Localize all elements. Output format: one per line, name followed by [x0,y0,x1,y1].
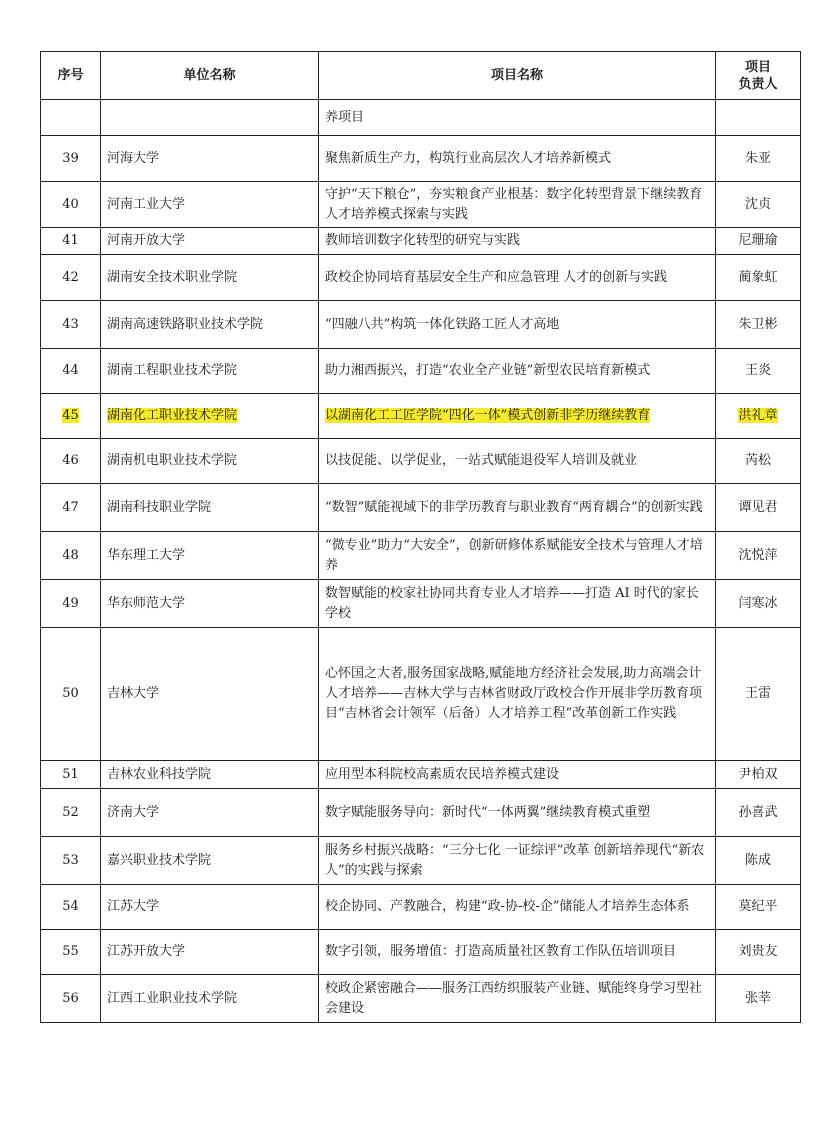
row-no: 55 [41,930,101,975]
row-unit: 吉林农业科技学院 [101,761,319,789]
row-no: 52 [41,789,101,837]
row-unit: 江苏开放大学 [101,930,319,975]
row-no: 48 [41,532,101,580]
row-leader: 莫纪平 [716,885,801,930]
row-unit: 吉林大学 [101,628,319,761]
row-project: “四融八共”构筑一体化铁路工匠人才高地 [319,301,716,349]
row-no: 46 [41,439,101,484]
table-row [41,182,801,228]
row-no: 56 [41,975,101,1023]
row-no: 47 [41,484,101,532]
header-leader-line2: 负责人 [738,76,778,92]
table-row [41,439,801,484]
row-project: 服务乡村振兴战略：“三分七化 一证综评”改革 创新培养现代“新农人”的实践与探索 [319,837,716,885]
row-no: 49 [41,580,101,628]
table-row [41,532,801,580]
row-no: 50 [41,628,101,761]
row-project: 教师培训数字化转型的研究与实践 [319,228,716,255]
highlight-mark: 45 [62,408,79,423]
table-row [41,349,801,394]
table-row [41,789,801,837]
header-leader [716,52,801,100]
highlight-mark: 以湖南化工工匠学院“四化一体”模式创新非学历继续教育 [325,408,651,423]
row-project: 应用型本科院校高素质农民培养模式建设 [319,761,716,789]
row-leader: 蔺象虹 [716,255,801,301]
row-unit: 华东理工大学 [101,532,319,580]
header-project: 项目名称 [319,52,716,100]
header-no: 序号 [41,52,101,100]
row-no: 40 [41,182,101,228]
header-leader-line1: 项目 [744,59,771,75]
row-unit [101,394,319,439]
table-row [41,484,801,532]
table-row [41,228,801,255]
table-row [41,837,801,885]
row-unit: 湖南科技职业学院 [101,484,319,532]
row-project: 助力湘西振兴，打造“农业全产业链”新型农民培育新模式 [319,349,716,394]
row-project: 数字赋能服务导向：新时代“一体两翼”继续教育模式重塑 [319,789,716,837]
table-row [41,136,801,182]
table-row [41,255,801,301]
row-leader [716,394,801,439]
row-unit [101,100,319,136]
row-no: 54 [41,885,101,930]
row-no: 42 [41,255,101,301]
row-unit: 河南开放大学 [101,228,319,255]
header-unit: 单位名称 [101,52,319,100]
table-row-highlighted [41,394,801,439]
row-unit: 江苏大学 [101,885,319,930]
row-project: “微专业”助力“大安全”，创新研修体系赋能安全技术与管理人才培养 [319,532,716,580]
row-no [41,394,101,439]
row-project: 校企协同、产教融合，构建“政-协-校-企”储能人才培养生态体系 [319,885,716,930]
row-no: 51 [41,761,101,789]
row-project: 数字引领，服务增值：打造高质量社区教育工作队伍培训项目 [319,930,716,975]
table-row [41,975,801,1023]
row-project: 以技促能、以学促业，一站式赋能退役军人培训及就业 [319,439,716,484]
row-project: 守护“天下粮仓”，夯实粮食产业根基：数字化转型背景下继续教育人才培养模式探索与实践 [319,182,716,228]
row-no: 43 [41,301,101,349]
row-no: 41 [41,228,101,255]
row-leader: 沈悦萍 [716,532,801,580]
row-project: 心怀国之大者,服务国家战略,赋能地方经济社会发展,助力高端会计人才培养——吉林大学与吉林省财政厅政校合作开展非学历教育项目“吉林省会计领军（后备）人才培养工程”改革创新工作实践 [319,628,716,761]
row-leader: 朱卫彬 [716,301,801,349]
row-unit: 江西工业职业技术学院 [101,975,319,1023]
table-row [41,301,801,349]
highlight-mark: 湖南化工职业技术学院 [107,408,238,423]
table-row [41,885,801,930]
table-row [41,580,801,628]
row-leader: 张莘 [716,975,801,1023]
table-header-row [41,52,801,100]
row-unit: 嘉兴职业技术学院 [101,837,319,885]
row-leader [716,100,801,136]
row-no: 53 [41,837,101,885]
row-leader: 孙喜武 [716,789,801,837]
row-no: 44 [41,349,101,394]
row-leader: 尼珊瑜 [716,228,801,255]
highlight-mark: 洪礼章 [738,408,778,423]
project-table [40,51,801,1023]
table-row [41,628,801,761]
row-unit: 湖南高速铁路职业技术学院 [101,301,319,349]
row-leader: 王雷 [716,628,801,761]
row-unit: 济南大学 [101,789,319,837]
row-no [41,100,101,136]
row-project [319,394,716,439]
row-unit: 湖南安全技术职业学院 [101,255,319,301]
row-leader: 朱亚 [716,136,801,182]
row-unit: 河南工业大学 [101,182,319,228]
row-project: 校政企紧密融合——服务江西纺织服装产业链、赋能终身学习型社会建设 [319,975,716,1023]
row-leader: 沈贞 [716,182,801,228]
row-leader: 刘贵友 [716,930,801,975]
row-unit: 湖南机电职业技术学院 [101,439,319,484]
row-project: 聚焦新质生产力，构筑行业高层次人才培养新模式 [319,136,716,182]
table-row [41,761,801,789]
row-project: “数智”赋能视域下的非学历教育与职业教育“两育耦合”的创新实践 [319,484,716,532]
row-unit: 华东师范大学 [101,580,319,628]
table-row [41,100,801,136]
row-project: 数智赋能的校家社协同共育专业人才培养——打造 AI 时代的家长学校 [319,580,716,628]
row-project: 养项目 [319,100,716,136]
row-leader: 陈成 [716,837,801,885]
row-unit: 湖南工程职业技术学院 [101,349,319,394]
row-leader: 闫寒冰 [716,580,801,628]
row-leader: 王炎 [716,349,801,394]
row-leader: 尹柏双 [716,761,801,789]
row-project: 政校企协同培育基层安全生产和应急管理 人才的创新与实践 [319,255,716,301]
table-row [41,930,801,975]
row-unit: 河海大学 [101,136,319,182]
row-no: 39 [41,136,101,182]
row-leader: 谭见君 [716,484,801,532]
row-leader: 芮松 [716,439,801,484]
